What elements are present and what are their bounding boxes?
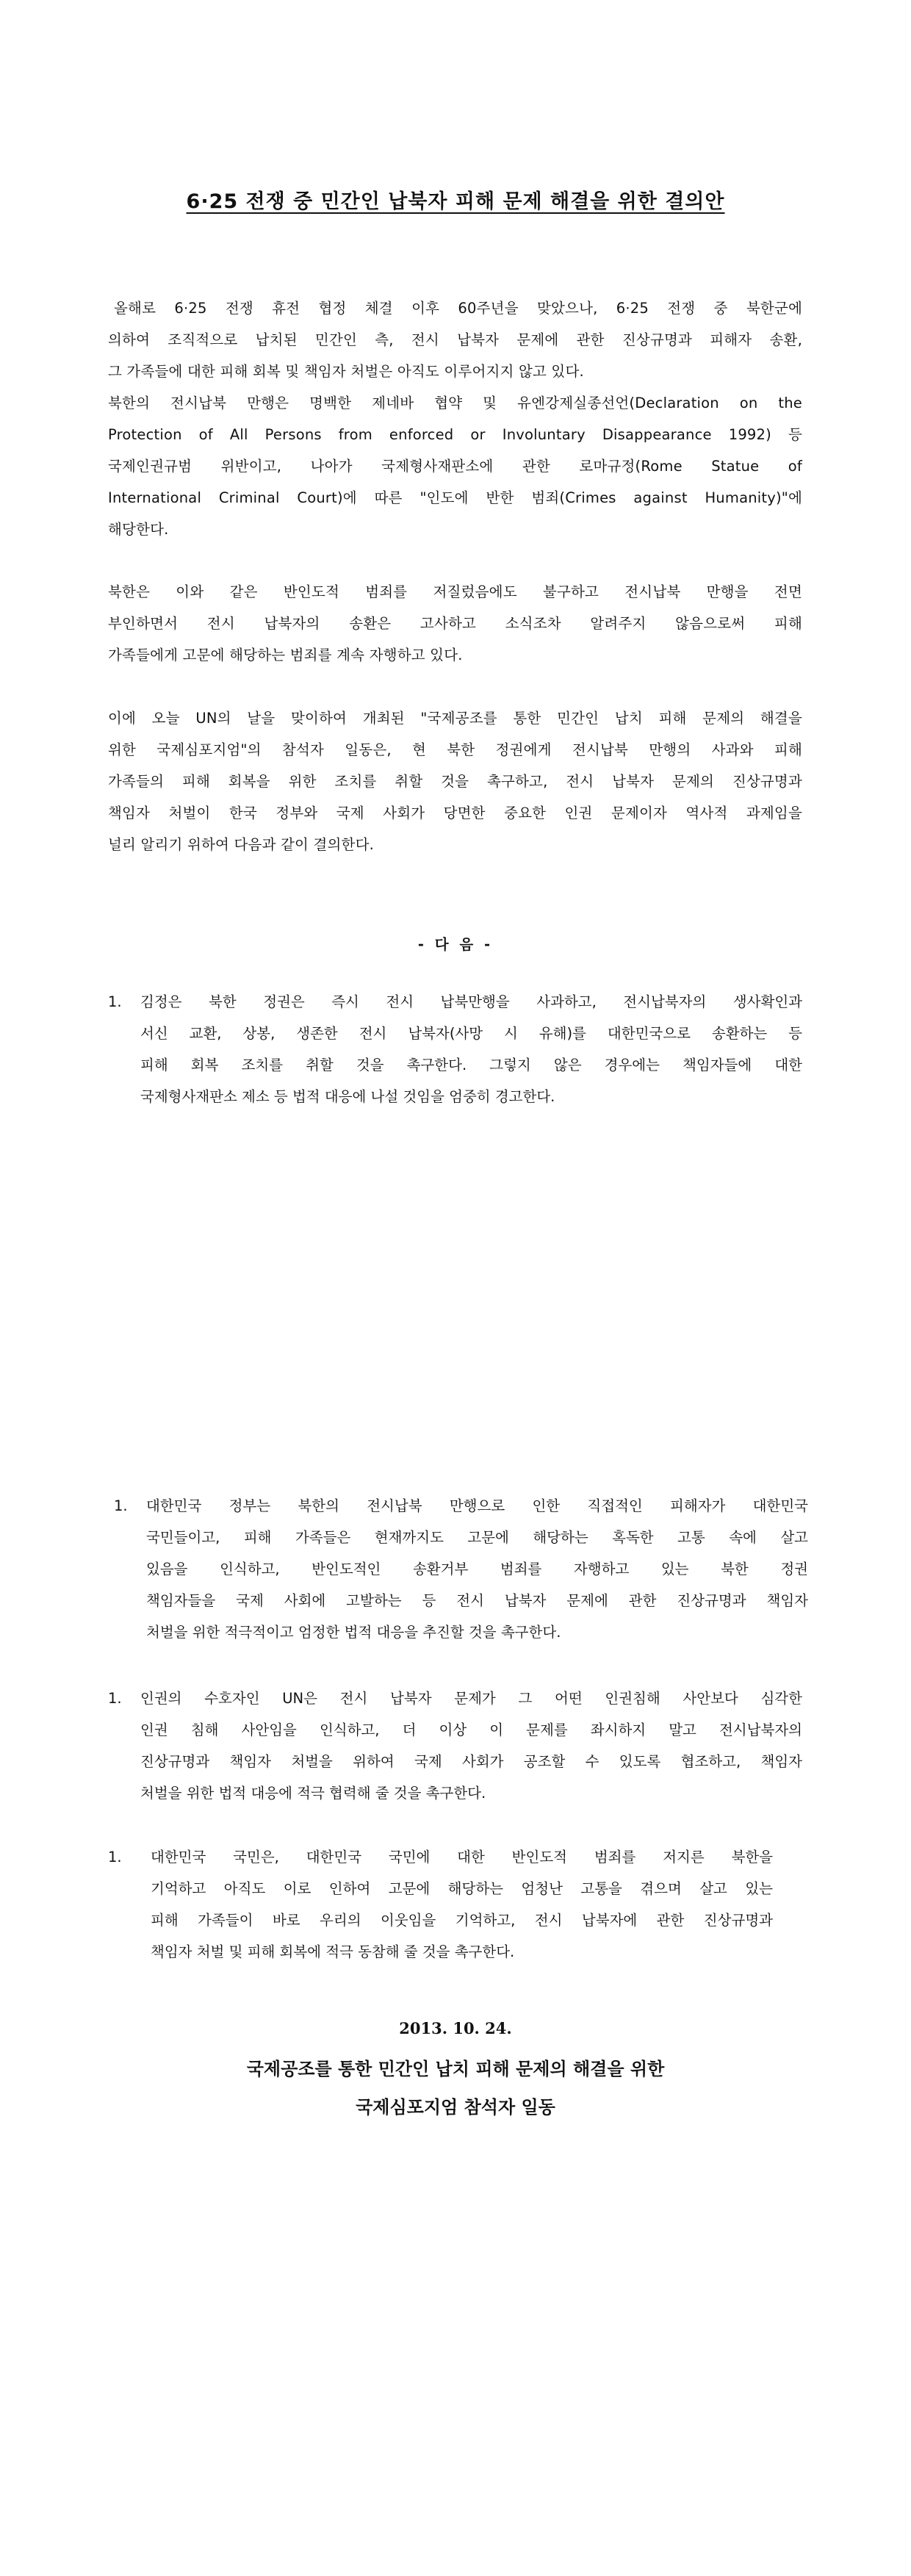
resolution-item-body xyxy=(140,1683,802,1809)
signature-organization-line-2: 국제심포지엄 참석자 일동 xyxy=(356,2096,555,2118)
signature-date: 2013. 10. 24. xyxy=(399,2019,512,2037)
resolution-item-line: 국제형사재판소 제소 등 법적 대응에 나설 것임을 엄중히 경고한다. xyxy=(140,1088,555,1105)
intro-paragraph-1-line: Protection of All Persons from enforced or Involuntary Disappearance 1992) 등 xyxy=(108,426,802,443)
resolution-item-line: 기억하고 아직도 이로 인하여 고문에 해당하는 엄청난 고통을 겪으며 살고 있는 xyxy=(151,1880,773,1897)
intro-paragraph-3-line: 널리 알리기 위하여 다음과 같이 결의한다. xyxy=(108,836,375,853)
resolution-item-line: 피해 회복 조치를 취할 것을 촉구한다. 그렇지 않은 경우에는 책임자들에 대한 xyxy=(140,1057,802,1073)
resolution-item-line: 피해 가족들이 바로 우리의 이웃임을 기억하고, 전시 납북자에 관한 진상규명과 xyxy=(151,1912,773,1929)
resolution-item-line: 대한민국 국민은, 대한민국 국민에 대한 반인도적 범죄를 저지른 북한을 xyxy=(151,1849,773,1866)
resolution-item-line: 진상규명과 책임자 처벌을 위하여 국제 사회가 공조할 수 있도록 협조하고, 책임자 xyxy=(140,1753,802,1770)
intro-paragraph-1-line: 국제인권규범 위반이고, 나아가 국제형사재판소에 관한 로마규정(Rome Statue of xyxy=(108,458,802,475)
resolution-item-3 xyxy=(108,1683,802,1809)
resolution-item-line: 대한민국 정부는 북한의 전시납북 만행으로 인한 직접적인 피해자가 대한민국 xyxy=(146,1497,808,1514)
document-title xyxy=(0,185,911,214)
resolution-item-line: 서신 교환, 상봉, 생존한 전시 납북자(사망 시 유해)를 대한민국으로 송환하는 등 xyxy=(140,1025,802,1042)
resolution-item-line: 국민들이고, 피해 가족들은 현재까지도 고문에 해당하는 혹독한 고통 속에 살고 xyxy=(146,1529,808,1546)
resolution-item-4 xyxy=(108,1841,773,1968)
document-title-text: 6·25 전쟁 중 민간인 납북자 피해 문제 해결을 위한 결의안 xyxy=(186,190,725,213)
resolution-item-line: 처벌을 위한 적극적이고 엄정한 법적 대응을 추진할 것을 촉구한다. xyxy=(146,1624,561,1641)
intro-paragraph-1-line: International Criminal Court)에 따른 "인도에 반한 범죄(Crimes against Humanity)"에 xyxy=(108,489,802,506)
resolution-item-number: 1. xyxy=(108,1690,122,1707)
intro-paragraph-3-line: 위한 국제심포지엄"의 참석자 일동은, 현 북한 정권에게 전시납북 만행의 사과와 피해 xyxy=(108,741,802,758)
resolution-item-number: 1. xyxy=(108,993,122,1010)
intro-paragraph-3-line: 이에 오늘 UN의 날을 맞이하여 개최된 "국제공조를 통한 민간인 납치 피해 문제의 해결을 xyxy=(108,710,802,727)
resolution-item-line: 책임자들을 국제 사회에 고발하는 등 전시 납북자 문제에 관한 진상규명과 책임자 xyxy=(146,1592,808,1609)
intro-paragraph-1-line: 해당한다. xyxy=(108,521,169,538)
resolution-item-line: 김정은 북한 정권은 즉시 전시 납북만행을 사과하고, 전시납북자의 생사확인과 xyxy=(140,993,802,1010)
resolution-item-line: 인권의 수호자인 UN은 전시 납북자 문제가 그 어떤 인권침해 사안보다 심각한 xyxy=(140,1690,802,1707)
resolution-item-body xyxy=(151,1841,773,1968)
intro-paragraph-1-line: 그 가족들에 대한 피해 회복 및 책임자 처벌은 아직도 이루어지지 않고 있다. xyxy=(108,363,584,380)
section-heading-dagum: - 다 음 - xyxy=(417,936,494,953)
resolution-item-line: 책임자 처벌 및 피해 회복에 적극 동참해 줄 것을 촉구한다. xyxy=(151,1943,515,1960)
intro-paragraph-3-line: 가족들의 피해 회복을 위한 조치를 취할 것을 촉구하고, 전시 납북자 문제의 진상규명과 xyxy=(108,773,802,790)
intro-paragraph-3 xyxy=(108,702,802,860)
resolution-item-line: 처벌을 위한 법적 대응에 적극 협력해 줄 것을 촉구한다. xyxy=(140,1785,486,1802)
resolution-item-body xyxy=(146,1490,808,1648)
intro-paragraph-2-line: 부인하면서 전시 납북자의 송환은 고사하고 소식조차 알려주지 않음으로써 피해 xyxy=(108,615,802,632)
intro-paragraph-3-line: 책임자 처벌이 한국 정부와 국제 사회가 당면한 중요한 인권 문제이자 역사적 과제임을 xyxy=(108,805,802,821)
signature-organization-line-1: 국제공조를 통한 민간인 납치 피해 문제의 해결을 위한 xyxy=(246,2058,665,2079)
intro-paragraph-2 xyxy=(108,576,802,671)
intro-paragraph-2-line: 북한은 이와 같은 반인도적 범죄를 저질렀음에도 불구하고 전시납북 만행을 전면 xyxy=(108,583,802,600)
intro-paragraph-1-line: 의하여 조직적으로 납치된 민간인 측, 전시 납북자 문제에 관한 진상규명과 피해자 송환, xyxy=(108,331,802,348)
resolution-item-2 xyxy=(114,1490,808,1648)
resolution-item-number: 1. xyxy=(108,1849,122,1866)
resolution-item-line: 있음을 인식하고, 반인도적인 송환거부 범죄를 자행하고 있는 북한 정권 xyxy=(146,1561,808,1577)
resolution-item-line: 인권 침해 사안임을 인식하고, 더 이상 이 문제를 좌시하지 말고 전시납북자의 xyxy=(140,1721,802,1738)
intro-paragraph-1-line: 올해로 6·25 전쟁 휴전 협정 체결 이후 60주년을 맞았으나, 6·25 전쟁 중 북한군에 xyxy=(114,300,802,317)
intro-paragraph-1 xyxy=(108,292,802,545)
intro-paragraph-1-line: 북한의 전시납북 만행은 명백한 제네바 협약 및 유엔강제실종선언(Declaration on the xyxy=(108,395,802,411)
resolution-item-1 xyxy=(108,986,802,1112)
intro-paragraph-2-line: 가족들에게 고문에 해당하는 범죄를 계속 자행하고 있다. xyxy=(108,647,463,663)
resolution-item-number: 1. xyxy=(114,1497,128,1514)
resolution-item-body xyxy=(140,986,802,1112)
